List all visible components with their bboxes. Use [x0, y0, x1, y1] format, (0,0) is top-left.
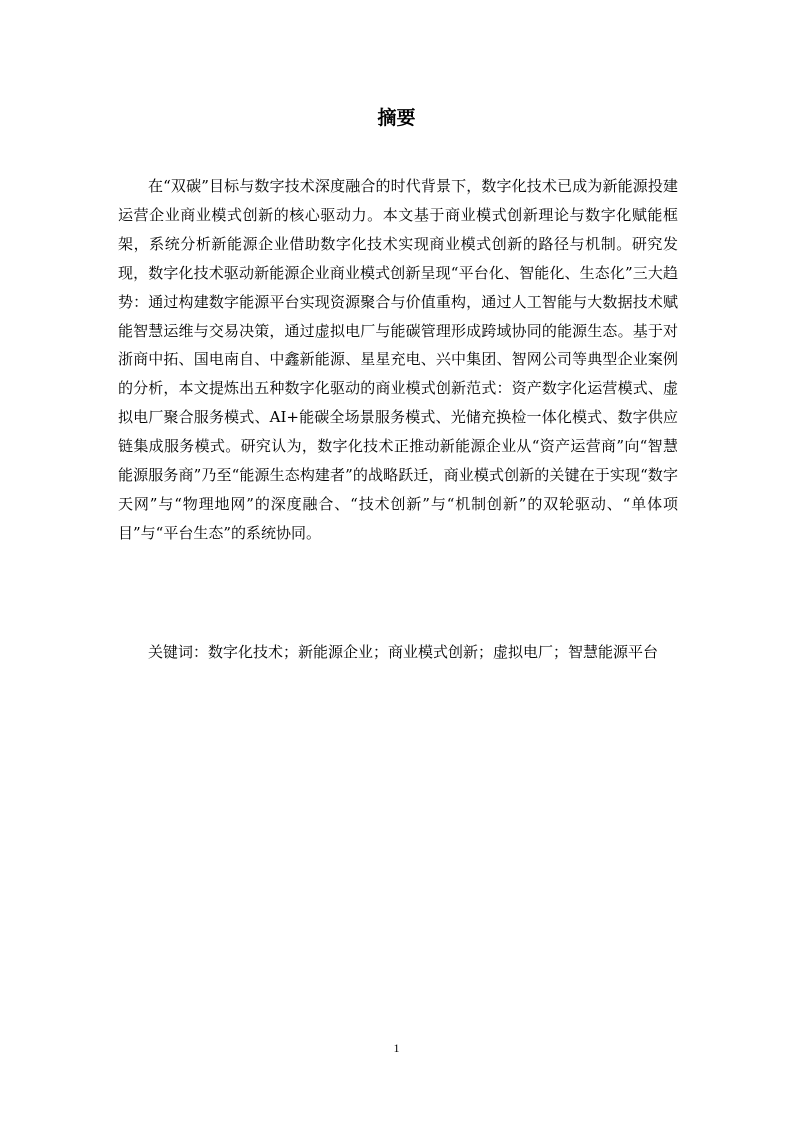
abstract-paragraph: 在“双碳”目标与数字技术深度融合的时代背景下，数字化技术已成为新能源投建运营企业商业模式创新的核心驱动力。本文基于商业模式创新理论与数字化赋能框架，系统分析新能源企业借助数字化技术实现商业模式创新的路径与机制。研究发现，数字化技术驱动新能源企业商业模式创新呈现“平台化、智能化、生态化”三大趋势：通过构建数字能源平台实现资源聚合与价值重构，通过人工智能与大数据技术赋能智慧运维与交易决策，通过虚拟电厂与能碳管理形成跨域协同的能源生态。基于对浙商中拓、国电南自、中鑫新能源、星星充电、兴中集团、智网公司等典型企业案例的分析，本文提炼出五种数字化驱动的商业模式创新范式：资产数字化运营模式、虚拟电厂聚合服务模式、AI+能碳全场景服务模式、光储充换检一体化模式、数字供应链集成服务模式。研究认为，数字化技术正推动新能源企业从“资产运营商”向“智慧能源服务商”乃至“能源生态构建者”的战略跃迁，商业模式创新的关键在于实现“数字天网”与“物理地网”的深度融合、“技术创新”与“机制创新”的双轮驱动、“单体项目”与“平台生态”的系统协同。: [118, 177, 678, 542]
page-number: 1: [393, 1041, 400, 1055]
page-title: 摘要: [377, 107, 416, 129]
keywords-paragraph: 关键词：数字化技术；新能源企业；商业模式创新；虚拟电厂；智慧能源平台: [148, 643, 659, 661]
